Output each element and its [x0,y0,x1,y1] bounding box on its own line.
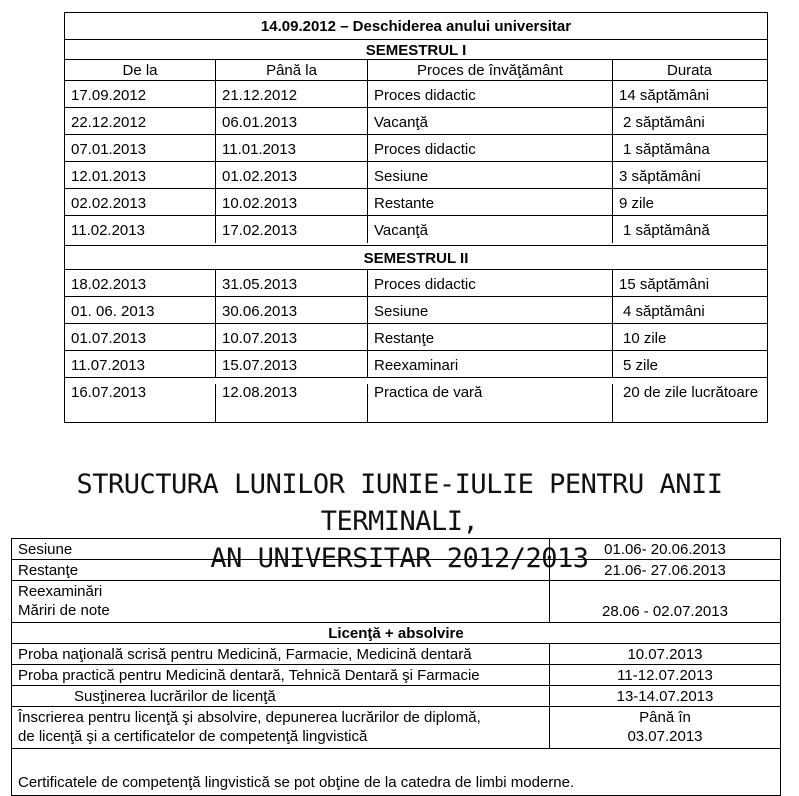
cell-from: 11.02.2013 [65,216,216,243]
cell-duration: 1 săptămână [623,222,710,239]
row-value: 01.06- 20.06.2013 [604,541,726,558]
cell-process: Reexaminari [368,351,613,377]
header-from: De la [65,60,216,80]
cell-duration: 1 săptămâna [623,141,710,158]
heading-line-1: STRUCTURA LUNILOR IUNIE-IULIE PENTRU ANII TERMINALI, [76,469,723,537]
cell-to: 10.02.2013 [216,189,368,215]
deadline-date: 03.07.2013 [627,728,703,745]
cell-process: Restante [368,189,613,215]
row-value: 11-12.07.2013 [617,667,713,684]
terminal-years-table [11,538,781,796]
cell-from: 11.07.2013 [65,351,216,377]
section-label: Licenţă + absolvire [12,623,780,644]
table-row [65,108,767,135]
cell-duration: 14 săptămâni [619,87,710,104]
row-value: 10.07.2013 [627,646,703,663]
header-process: Proces de învăţământ [368,60,613,80]
cell-from: 02.02.2013 [65,189,216,215]
header-duration: Durata [666,62,713,79]
table-row [65,81,767,108]
table-row [12,644,780,665]
cell-to: 10.07.2013 [216,324,368,350]
cell-process: Vacanţă [368,216,613,243]
cell-duration: 4 săptămâni [623,303,705,320]
cell-from: 18.02.2013 [65,270,216,296]
heading-line-2: AN UNIVERSITAR 2012/2013 [210,543,589,574]
cell-from: 01.07.2013 [65,324,216,350]
cell-process: Proces didactic [368,81,613,107]
cell-duration: 3 săptămâni [619,168,701,185]
cell-process: Sesiune [368,297,613,323]
table-row [12,665,780,686]
table-row [65,297,767,324]
cell-process: Restanţe [368,324,613,350]
cell-from: 17.09.2012 [65,81,216,107]
cell-process: Sesiune [368,162,613,188]
table-row [65,378,767,422]
table-row [12,581,780,623]
table-row [65,324,767,351]
cell-to: 21.12.2012 [216,81,368,107]
cell-to: 12.08.2013 [216,384,368,422]
row-value: 21.06- 27.06.2013 [604,562,726,579]
cell-to: 06.01.2013 [216,108,368,134]
deadline-prefix: Până în [639,709,691,726]
cell-from: 16.07.2013 [65,384,216,422]
inscriere-line-1: Înscrierea pentru licenţă şi absolvire, depunerea lucrărilor de diplomă, [18,709,481,726]
cell-process: Vacanţă [368,108,613,134]
cell-duration: 9 zile [619,195,655,212]
cell-from: 01. 06. 2013 [65,297,216,323]
table-row [65,135,767,162]
table-row [65,351,767,378]
cell-process: Proces didactic [368,270,613,296]
cell-to: 30.06.2013 [216,297,368,323]
cell-duration: 2 săptămâni [623,114,705,131]
row-value: 28.06 - 02.07.2013 [602,603,728,620]
cell-to: 15.07.2013 [216,351,368,377]
cell-process: Practica de vară [368,384,613,422]
inscriere-line-2: de licenţă şi a certificatelor de competenţă lingvistică [18,728,368,745]
academic-calendar-table [64,12,768,423]
table-row [65,216,767,243]
table-row [12,539,780,560]
cell-to: 11.01.2013 [216,135,368,161]
cell-duration: 20 de zile lucrătoare [623,384,759,401]
row-label [12,707,550,748]
row-label: Restanţe [12,560,550,580]
row-label: Proba practică pentru Medicină dentară, Tehnică Dentară şi Farmacie [12,665,550,685]
footnote: Certificatele de competenţă lingvistică se pot obţine de la catedra de limbi moderne. [18,774,575,791]
table-row [12,686,780,707]
grade-increase-label: Măriri de note [18,602,110,619]
cell-process: Proces didactic [368,135,613,161]
cell-duration: 5 zile [623,357,659,374]
cell-duration: 15 săptămâni [619,276,710,293]
reexam-label: Reexaminări [18,583,103,600]
table-row [65,162,767,189]
table-row [65,270,767,297]
row-value [550,707,780,748]
cell-from: 12.01.2013 [65,162,216,188]
cell-to: 17.02.2013 [216,216,368,243]
cell-from: 22.12.2012 [65,108,216,134]
cell-to: 01.02.2013 [216,162,368,188]
table-header-row [65,60,767,81]
calendar-title: 14.09.2012 – Deschiderea anului universitar [65,13,767,40]
table-row [12,560,780,581]
table-row [65,189,767,216]
cell-from: 07.01.2013 [65,135,216,161]
semester2-label: SEMESTRUL II [65,245,767,270]
header-to: Până la [216,60,368,80]
row-label: Proba naţională scrisă pentru Medicină, Farmacie, Medicină dentară [12,644,550,664]
cell-duration: 10 zile [623,330,667,347]
row-label: Susţinerea lucrărilor de licenţă [12,686,550,706]
semester1-label: SEMESTRUL I [65,40,767,60]
row-label [12,581,550,622]
table-row [12,707,780,749]
row-value: 13-14.07.2013 [616,688,714,705]
cell-to: 31.05.2013 [216,270,368,296]
row-label: Sesiune [12,539,550,559]
